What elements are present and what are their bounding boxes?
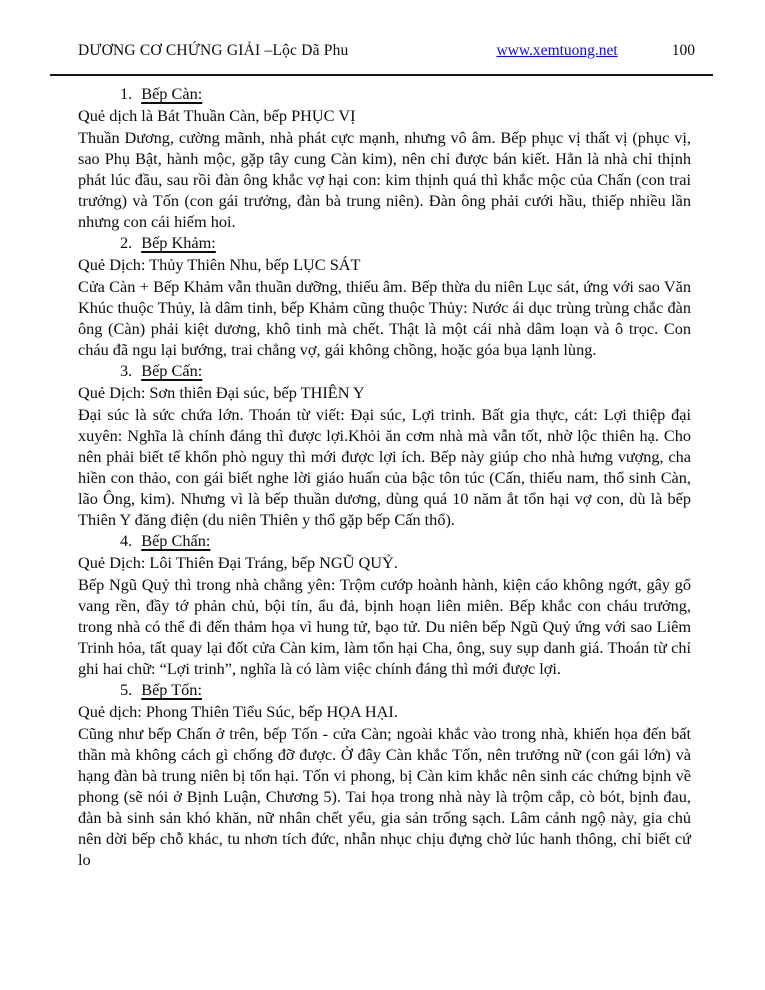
- section-heading: [78, 360, 691, 381]
- section-subheading: Quẻ Dịch: Thủy Thiên Nhu, bếp LỤC SÁT: [78, 255, 361, 274]
- section-5-bep-ton: [78, 679, 691, 870]
- section-body: Thuần Dương, cường mãnh, nhà phát cực mạnh, nhưng vô âm. Bếp phục vị thất vị (phục vị, sao Phụ Bật, hành mộc, gặp tây cung Càn kim), nên chỉ được bán kiết. Hẳn là nhà chỉ thịnh phát lúc đầu, sau rồi đàn ông khắc vợ hại con: kim thịnh quá thì khắc mộc của Chấn (con trai trưởng) và Tốn (con gái trưởng, đàn bà trung niên). Đàn ông phải cưới hầu, thiếp nhiều lần nhưng con cái hiếm hoi.: [78, 128, 691, 231]
- section-subheading: Quẻ dịch là Bát Thuần Càn, bếp PHỤC VỊ: [78, 106, 356, 125]
- section-number: 2.: [120, 233, 133, 252]
- section-body: Đại súc là sức chứa lớn. Thoán từ viết: Đại súc, Lợi trinh. Bất gia thực, cát: Lợi thiệp đại xuyên: Nghĩa là chính đáng thì được lợi.Khỏi ăn cơm nhà mà vẫn tốt, nhờ lộc thiên hạ. Cho nên phải biết tế khổn phò nguy thì mới được lợi ích. Bếp này giúp cho nhà hưng vượng, cha hiền con thảo, con gái biết nghe lời giáo huấn của bậc tôn túc (Cấn, thiếu nam, thổ sinh Càn, lão Ông, kim). Nhưng vì là bếp thuần dương, dùng quá 10 năm ắt tổn hại vợ con, dù là bếp Thiên Y đăng điện (du niên Thiên y thổ gặp bếp Cấn thổ).: [78, 405, 691, 529]
- section-number: 5.: [120, 680, 133, 699]
- section-number: 4.: [120, 531, 133, 550]
- section-subheading: Quẻ Dịch: Sơn thiên Đại súc, bếp THIÊN Y: [78, 383, 365, 402]
- section-heading-label: Bếp Khảm:: [141, 233, 216, 252]
- section-heading: [78, 679, 691, 700]
- section-number: 1.: [120, 84, 133, 103]
- document-title: DƯƠNG CƠ CHỨNG GIẢI –Lộc Dã Phu: [78, 42, 349, 59]
- website-link[interactable]: www.xemtuong.net: [496, 42, 618, 59]
- section-4-bep-chan: [78, 530, 691, 679]
- section-heading-label: Bếp Cấn:: [141, 361, 203, 380]
- section-number: 3.: [120, 361, 133, 380]
- page-header: [78, 42, 695, 60]
- section-heading-label: Bếp Tốn:: [141, 680, 202, 699]
- section-1-bep-can: [78, 83, 691, 232]
- section-heading: [78, 530, 691, 551]
- section-heading: [78, 83, 691, 104]
- section-heading: [78, 232, 691, 253]
- header-divider: [50, 74, 713, 76]
- section-subheading: Quẻ dịch: Phong Thiên Tiểu Súc, bếp HỌA HẠI.: [78, 702, 398, 721]
- section-subheading: Quẻ Dịch: Lôi Thiên Đại Tráng, bếp NGŨ QUỶ.: [78, 553, 398, 572]
- section-3-bep-can-mountain: [78, 360, 691, 530]
- document-body: [78, 83, 691, 870]
- section-body: Cũng như bếp Chấn ở trên, bếp Tốn - cửa Càn; ngoài khắc vào trong nhà, khiến họa đến bất thần mà không cách gì chống đỡ được. Ở đây Càn khắc Tốn, nên trưởng nữ (con gái lớn) và hạng đàn bà trung niên bị tổn hại. Tốn vi phong, bị Càn kim khắc nên sinh các chứng bịnh về phong (sẽ nói ở Bịnh Luận, Chương 5). Tai họa trong nhà này là trộm cắp, cò bót, bịnh đau, đàn bà sinh sản khó khăn, nữ nhân chết yểu, gia sản trống sạch. Lâm cảnh ngộ này, gia chủ nên dời bếp chỗ khác, tu nhơn tích đức, nhẫn nhục chịu đựng chờ lúc hanh thông, chỉ biết cứ lo: [78, 724, 691, 869]
- section-2-bep-kham: [78, 232, 691, 360]
- section-heading-label: Bếp Chấn:: [141, 531, 211, 550]
- page-number: 100: [671, 42, 695, 59]
- section-heading-label: Bếp Càn:: [141, 84, 203, 103]
- section-body: Bếp Ngũ Quỷ thì trong nhà chẳng yên: Trộm cướp hoành hành, kiện cáo không ngớt, gây gổ vang rền, đầy tớ phản chủ, bội tín, ẩu đả, bịnh hoạn liên miên. Bếp khắc con cháu trưởng, trong nhà có thể đi đến thảm họa vì hung tử, bạo tử. Du niên bếp Ngũ Quỷ ứng với sao Liêm Trinh hỏa, tất quay lại đốt cửa Càn kim, làm tổn hại Cha, ông, suy sụp danh giá. Thoán từ chỉ ghi hai chữ: “Lợi trinh”, nghĩa là có làm việc chính đáng thì mới được lợi.: [78, 575, 691, 678]
- section-body: Cửa Càn + Bếp Khảm vẫn thuần dưỡng, thiếu âm. Bếp thừa du niên Lục sát, ứng với sao Văn Khúc thuộc Thủy, là dâm tinh, bếp Khảm cũng thuộc Thủy: Nước ái dục trùng trùng chắc đàn ông (Càn) phải kiệt dương, khô tinh mà chết. Thật là một cái nhà dâm loạn và ô trọc. Con cháu đã ngu lại bướng, trai chẳng vợ, gái không chồng, hoặc góa bụa lạnh lùng.: [78, 277, 691, 359]
